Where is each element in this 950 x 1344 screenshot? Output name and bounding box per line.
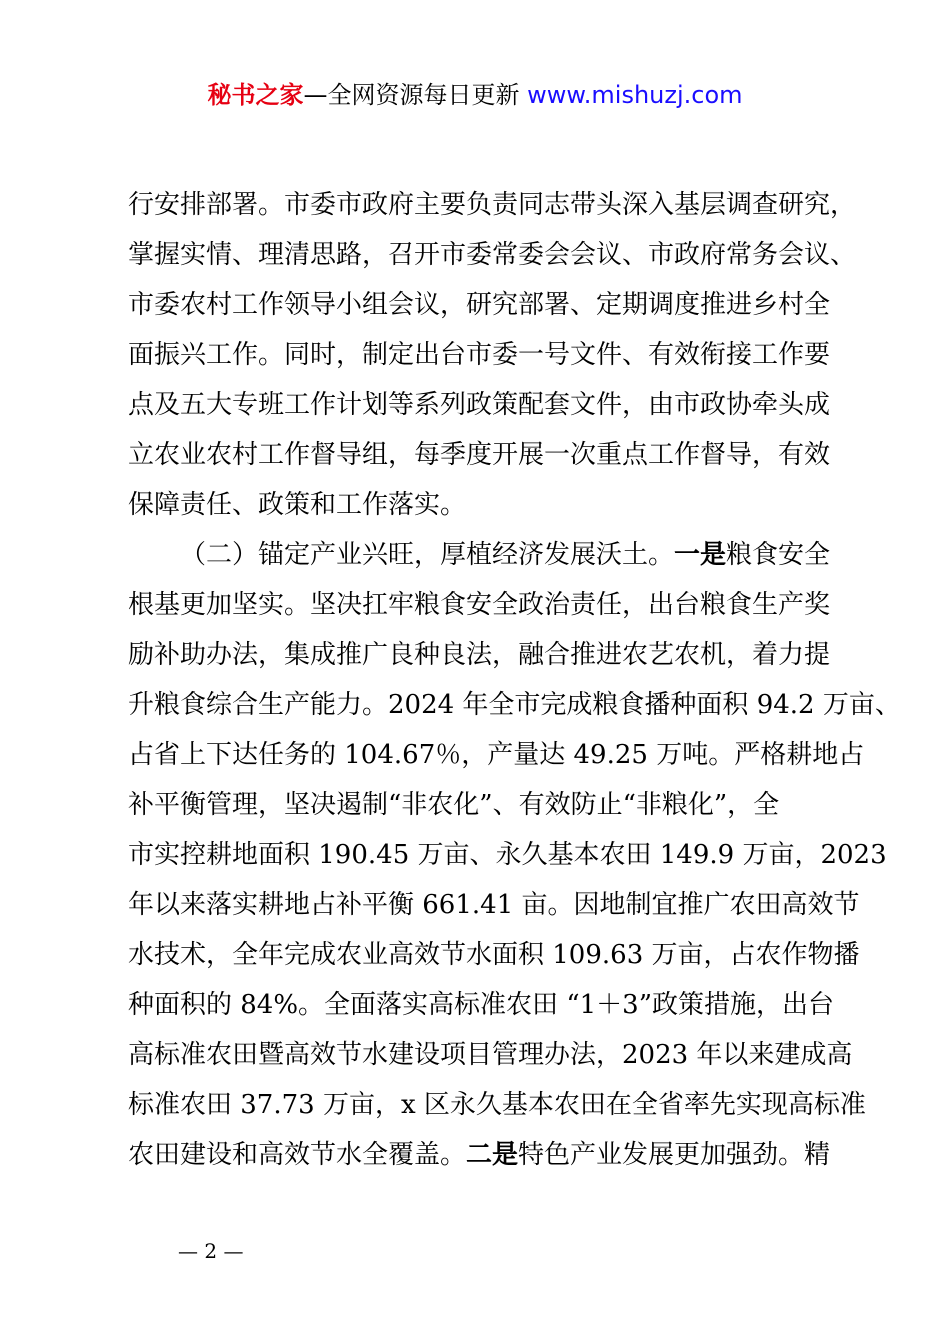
point-marker-two: 二是 bbox=[466, 1140, 519, 1170]
text-run: 粮食安全 bbox=[726, 540, 831, 570]
text-line: 励补助办法，集成推广良种良法，融合推进农艺农机，着力提 bbox=[128, 640, 831, 670]
site-header bbox=[0, 78, 950, 112]
text-line: 补平衡管理，坚决遏制“非农化”、有效防止“非粮化”，全 bbox=[128, 790, 780, 820]
section-heading-line bbox=[128, 530, 848, 580]
text-line: 升粮食综合生产能力。2024 年全市完成粮食播种面积 94.2 万亩、 bbox=[128, 690, 901, 720]
page-number: — 2 — bbox=[178, 1239, 244, 1263]
text-line: 立农业农村工作督导组，每季度开展一次重点工作督导，有效 bbox=[128, 440, 831, 470]
brand-name: 秘书之家 bbox=[207, 81, 304, 109]
text-line: 面振兴工作。同时，制定出台市委一号文件、有效衔接工作要 bbox=[128, 340, 831, 370]
point-marker-one: 一是 bbox=[674, 540, 727, 570]
text-line: 行安排部署。市委市政府主要负责同志带头深入基层调查研究， bbox=[128, 190, 857, 220]
text-line: 水技术，全年完成农业高效节水面积 109.63 万亩，占农作物播 bbox=[128, 940, 860, 970]
section-heading: （二）锚定产业兴旺，厚植经济发展沃土。 bbox=[180, 540, 675, 570]
text-line-last bbox=[128, 1130, 848, 1180]
text-line: 种面积的 84%。全面落实高标准农田 “1＋3”政策措施，出台 bbox=[128, 990, 834, 1020]
text-line: 年以来落实耕地占补平衡 661.41 亩。因地制宜推广农田高效节 bbox=[128, 890, 860, 920]
site-url-link[interactable]: www.mishuzj.com bbox=[527, 81, 743, 109]
text-line: 点及五大专班工作计划等系列政策配套文件，由市政协牵头成 bbox=[128, 390, 831, 420]
header-tagline: —全网资源每日更新 bbox=[303, 81, 528, 109]
text-run: 农田建设和高效节水全覆盖。 bbox=[128, 1140, 467, 1170]
text-line: 掌握实情、理清思路，召开市委常委会会议、市政府常务会议、 bbox=[128, 240, 857, 270]
text-line: 标准农田 37.73 万亩，x 区永久基本农田在全省率先实现高标准 bbox=[128, 1090, 866, 1120]
text-line: 市实控耕地面积 190.45 万亩、永久基本农田 149.9 万亩，2023 bbox=[128, 840, 887, 870]
document-body bbox=[128, 180, 901, 1180]
text-line: 占省上下达任务的 104.67％，产量达 49.25 万吨。严格耕地占 bbox=[128, 740, 865, 770]
text-run: 特色产业发展更加强劲。精 bbox=[518, 1140, 831, 1170]
text-line: 高标准农田暨高效节水建设项目管理办法，2023 年以来建成高 bbox=[128, 1040, 853, 1070]
text-line: 市委农村工作领导小组会议，研究部署、定期调度推进乡村全 bbox=[128, 290, 831, 320]
text-line: 根基更加坚实。坚决扛牢粮食安全政治责任，出台粮食生产奖 bbox=[128, 590, 831, 620]
text-line: 保障责任、政策和工作落实。 bbox=[128, 490, 467, 520]
